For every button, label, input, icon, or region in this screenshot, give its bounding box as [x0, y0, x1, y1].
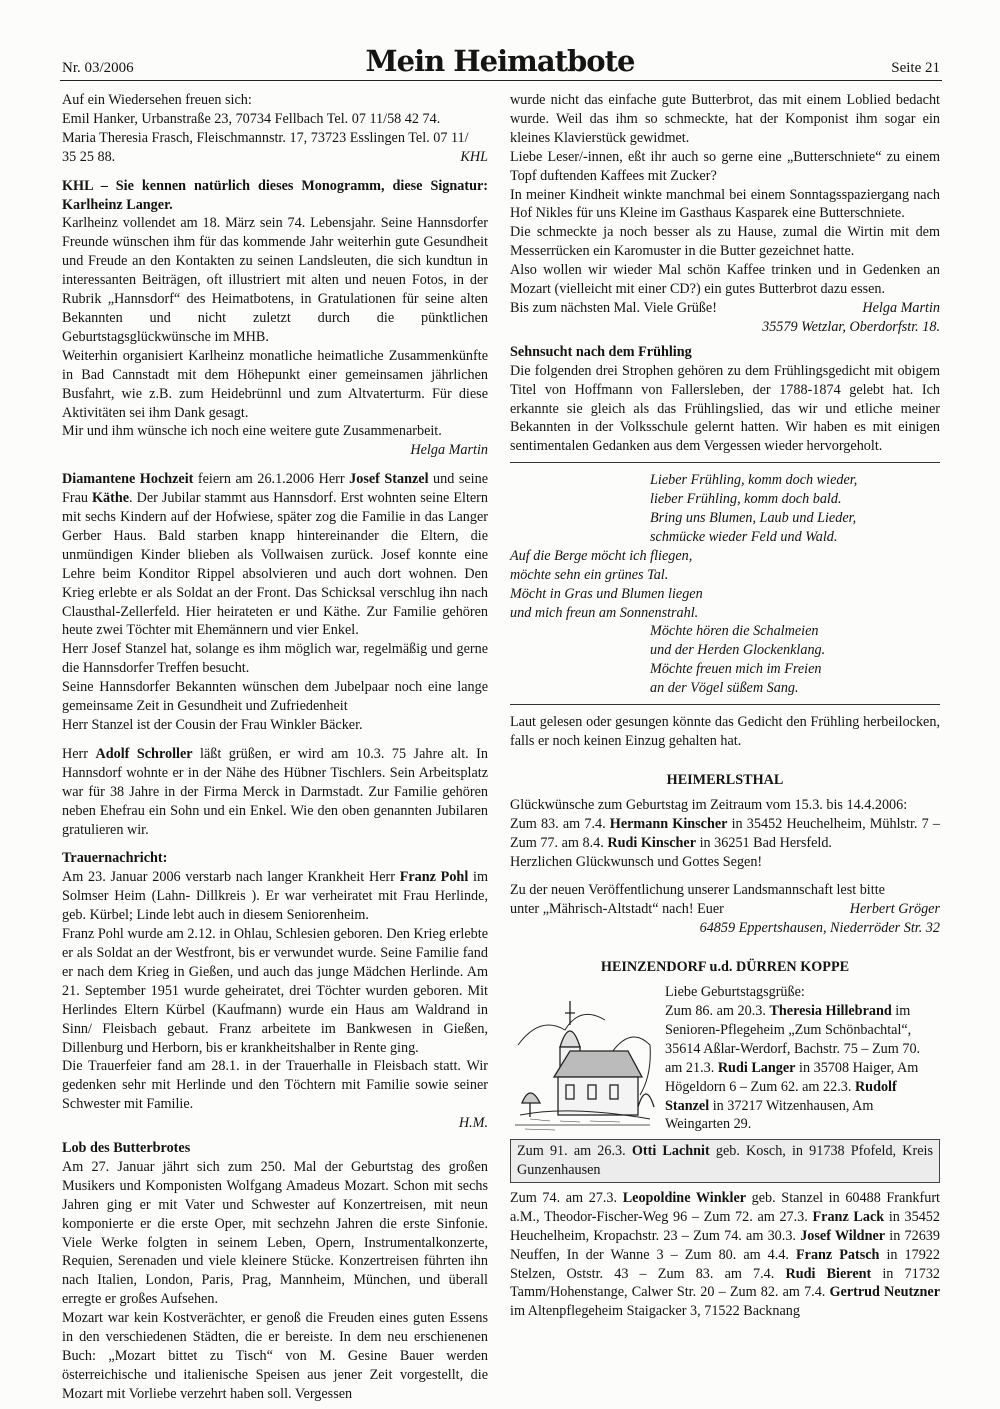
name-leopoldine-winkler: Leopoldine Winkler: [622, 1189, 747, 1206]
diamond-wedding-paragraph: Diamantene Hochzeit feiern am 26.1.2006 Herr Josef Stanzel und seine Frau Käthe. Der Jubilar stammt aus Hannsdorf. Erst wohnten seine Eltern mit sechs Kindern auf der Hofwiese, später zog die Familie in das Langer Gerber Haus. Bald starben knapp hintereinander die Eltern, die unmündigen Kinder blieben als Vollwaisen zurück. Josef konnte eine Lehre beim Konditor Rippel absolvieren und auch dort wohnen. Den Krieg erlebte er als Soldat an der Front. Das Schicksal verschlug ihn nach Clausthal-Zellerfeld. Hier heirateten er und Käthe. Zur Familie gehören heute zwei Töchter mit Ehemännern und vier Enkel.: [62, 471, 488, 639]
spring-outro: Laut gelesen oder gesungen könnte das Gedicht den Frühling herbeilocken, falls er noch keinen Einzug gehalten hat.: [510, 714, 940, 749]
name-franz-lack: Franz Lack: [812, 1208, 885, 1225]
name-josef-stanzel: Josef Stanzel: [349, 471, 429, 488]
heinzendorf-heading: HEINZENDORF u.d. DÜRREN KOPPE: [600, 959, 850, 976]
heimerlsthal-heading: HEIMERLSTHAL: [666, 771, 784, 788]
butter-greeting: Bis zum nächsten Mal. Viele Grüße!: [510, 299, 717, 316]
diamond-wedding-label: Diamantene Hochzeit: [62, 471, 194, 488]
poem-stanza-3: [510, 622, 940, 698]
butter-author: Helga Martin: [862, 299, 940, 316]
name-theresia-hillebrand: Theresia Hillebrand: [769, 1002, 892, 1019]
butter-closing: [510, 299, 940, 318]
poem-line: Lieber Frühling, komm doch wieder,: [650, 472, 858, 489]
farewell-contact-3: 35 25 88.: [62, 148, 116, 165]
left-column: [62, 91, 488, 1404]
khl-heading: KHL – Sie kennen natürlich dieses Monogramm, diese Signatur: Karlheinz Langer.: [62, 177, 488, 213]
highlight-birthday: Zum 91. am 26.3. Otti Lachnit geb. Kosch, in 91738 Pfofeld, Kreis Gunzenhausen: [517, 1143, 933, 1178]
poem-stanza-1: [510, 471, 940, 547]
masthead-title: Mein Heimatbote: [365, 44, 635, 78]
obituary-paragraph-2: Franz Pohl wurde am 2.12. in Ohlau, Schlesien geboren. Den Krieg erlebte er als Soldat an der Westfront, bis er verwundet wurde. Seine Familie fand er nach dem Krieg in Gießen, und auch das junge Mädchen Herlinde. Am 21. September 1951 wurde geheiratet, drei Töchter wurden geboren. Mit Herlindes Eltern Kürbel (Kaufmann) wurde ein Haus am Waldrand in Sinn/ Fleisbach gebaut. Franz arbeitete im Bankwesen in Gießen, Dillenburg und Herborn, bis er krankheitshalber in Rente ging.: [62, 926, 488, 1056]
poem-line: an der Vögel süßem Sang.: [650, 680, 799, 697]
butter-continued-2: Liebe Leser/-innen, eßt ihr auch so gerne eine „Butterschniete“ zu einem Topf duftenden Kaffees mit Zucker?: [510, 148, 940, 184]
highlight-box: [510, 1139, 940, 1183]
poem-line: Bring uns Blumen, Laub und Lieder,: [650, 510, 857, 527]
poem-line: und der Herden Glockenklang.: [650, 642, 826, 659]
spring-intro: Die folgenden drei Strophen gehören zu dem Frühlingsgedicht mit obigem Titel von Hoffmann von Fallersleben, der 1788-1874 gelebt hat. Ich erkannte sie gleich als das Frühlingslied, das wir und etliche meiner Bekannten in der Volksschule gelernt hatten. Wir haben es mit einigen sentimentalen Gedanken aus dem Vergessen wieder hervorgeholt.: [510, 362, 940, 455]
name-otti-lachnit: Otti Lachnit: [631, 1143, 710, 1160]
obituary-paragraph-1: Am 23. Januar 2006 verstarb nach langer Krankheit Herr Franz Pohl im Solmser Heim (Lahn- Dillkreis ). Er war verheiratet mit Frau Herlinde, geb. Kürbel; Linde lebt auch in diesem Seniorenheim.: [62, 869, 488, 924]
right-column: [510, 91, 940, 1321]
diamond-wedding-paragraph-2: Herr Josef Stanzel hat, solange es ihm möglich war, regelmäßig und gerne die Hannsdorfer Treffen besucht.: [62, 641, 488, 677]
farewell-intro: Auf ein Wiedersehen freuen sich:: [62, 92, 252, 108]
name-hermann-kinscher: Hermann Kinscher: [609, 815, 728, 832]
name-adolf-schroller: Adolf Schroller: [95, 745, 193, 762]
poem-line: Auf die Berge möcht ich fliegen,: [510, 547, 693, 564]
poem-stanza-2: [510, 547, 940, 623]
khl-paragraph-2: Weiterhin organisiert Karlheinz monatliche heimatliche Zusammenkünfte in Bad Cannstadt mit dem Höhepunkt einer gemeinsamen jährlichen Busfahrt, wie z.B. zum Heidebrünnl und zum Altvaterturm. Für diese Aktivitäten sei ihm Dank gesagt.: [62, 347, 488, 421]
heimerlsthal-note-end: unter „Mährisch-Altstadt“ nach! Euer: [510, 901, 724, 918]
spring-poem: [510, 471, 940, 698]
butter-paragraph-1: Am 27. Januar jährt sich zum 250. Mal der Geburtstag des großen Musikers und Komponisten Wolfgang Amadeus Mozart. Schon mit sechs Jahren ging er mit Vater und Schwester auf Konzertreisen, mit neun komponierte er die erste Oper, mit sechzehn Jahren die erste Sinfonie. Viele Werke folgten in seinem Leben, Opern, Instrumentalkonzerte, Requien, Serenaden und viele kleinere Stücke. Konzertreisen führten ihn nach Italien, London, Paris, Prag, Mannheim, München, und überall erregte er großes Aufsehen.: [62, 1158, 488, 1308]
heinzendorf-birthdays: Zum 86. am 20.3. Theresia Hillebrand im Senioren-Pflegeheim „Zum Schönbachtal“, 35614 Aßlar-Werdorf, Bachstr. 75 – Zum 70. am 21.3. Rudi Langer in 35708 Haiger, Am Högeldorn 6 – Zum 62. am 22.3. Rudolf Stanzel in 37217 Witzenhausen, Am Weingarten 29.: [665, 1002, 921, 1133]
farewell-contact-1: Emil Hanker, Urbanstraße 23, 70734 Fellbach Tel. 07 11/58 42 74.: [62, 110, 441, 127]
poem-line: möchte sehn ein grünes Tal.: [510, 566, 669, 583]
heimerlsthal-wishes: Herzlichen Glückwunsch und Gottes Segen!: [510, 853, 763, 870]
farewell-contact-end: [62, 148, 488, 167]
name-franz-patsch: Franz Patsch: [795, 1246, 880, 1263]
name-josef-wildner: Josef Wildner: [800, 1227, 886, 1244]
butter-continued-4: Die schmeckte ja noch besser als zu Hause, zumal die Wirtin mit dem Messerrücken ein Karomuster in die Butter gezeichnet hatte.: [510, 224, 940, 260]
heimerlsthal-birthdays: Zum 83. am 7.4. Hermann Kinscher in 35452 Heuchelheim, Mühlstr. 7 – Zum 77. am 8.4. Rudi Kinscher in 36251 Bad Hersfeld.: [510, 815, 940, 851]
poem-line: und mich freun am Sonnenstrahl.: [510, 604, 699, 621]
poem-line: lieber Frühling, komm doch bald.: [650, 491, 842, 508]
page-number: Seite 21: [891, 60, 940, 76]
poem-line: schmücke wieder Feld und Wald.: [650, 528, 838, 545]
butter-continued-3: In meiner Kindheit winkte manchmal bei einem Sonntagsspaziergang nach Hof Nikles für uns Kleine im Gasthaus Kasparek eine Butterschniete.: [510, 186, 940, 222]
diamond-wedding-paragraph-3: Seine Hannsdorfer Bekannten wünschen dem Jubelpaar noch eine lange gemeinsame Zeit in Gesundheit und Zufriedenheit: [62, 679, 488, 715]
poem-bottom-rule: [510, 704, 940, 705]
obituary-heading: Trauernachricht:: [62, 850, 168, 867]
butter-author-address: 35579 Wetzlar, Oberdorfstr. 18.: [762, 318, 940, 335]
khl-author: Helga Martin: [410, 442, 488, 459]
poem-line: Möchte freuen mich im Freien: [650, 661, 822, 678]
church-illustration: [510, 985, 655, 1135]
butter-continued-1: wurde nicht das einfache gute Butterbrot, das mit einem Loblied bedacht wurde. Weil das ihm so schmeckte, hat der Komponist ihm sogar ein kleines Klavierstück gewidmet.: [510, 92, 940, 146]
farewell-contact-2: Maria Theresia Frasch, Fleischmannstr. 17, 73723 Esslingen Tel. 07 11/: [62, 129, 469, 146]
heinzendorf-more-birthdays: Zum 74. am 27.3. Leopoldine Winkler geb. Stanzel in 60488 Frankfurt a.M., Theodor-Fischer-Weg 96 – Zum 72. am 27.3. Franz Lack in 35452 Heuchelheim, Kropachstr. 23 – Zum 74. am 30.3. Josef Wildner in 72639 Neuffen, In der Wanne 3 – Zum 80. am 4.4. Franz Patsch in 17922 Stelzen, Oststr. 43 – Zum 83. am 7.4. Rudi Bierent in 71732 Tamm/Hohenstange, Calwer Str. 20 – Zum 82. am 7.4. Gertrud Neutzner im Altenpflegeheim Staigacker 3, 71522 Backnang: [510, 1189, 941, 1320]
heimerlsthal-note: Zu der neuen Veröffentlichung unserer Landsmannschaft lest bitte: [510, 882, 885, 899]
heinzendorf-section: [510, 983, 940, 1135]
poem-top-rule: [510, 462, 940, 463]
khl-paragraph-1: Karlheinz vollendet am 18. März sein 74. Lebensjahr. Seine Hannsdorfer Freunde wünschen ihm für das kommende Jahr weiterhin gute Gesundheit und Freude an den Kontakten zu seinen Landsleuten, die sich kundtun in interessanten Beiträgen, oft illustriert mit alten und neuen Fotos, in der Rubrik „Hannsdorf“ des Heimatbotens, in Gratulationen für seine alten Bekannten und nicht zuletzt durch die pünktlichen Geburtstagsglückwünsche im MHB.: [62, 215, 488, 345]
heinzendorf-text: [665, 983, 940, 1135]
obituary-paragraph-3: Die Trauerfeier fand am 28.1. in der Trauerhalle in Fleisbach statt. Wir gedenken sehr mit Herlinde und den Töchtern mit Familie sowie seiner Schwester mit Familie.: [62, 1058, 488, 1113]
name-gertrud-neutzner: Gertrud Neutzner: [829, 1284, 940, 1301]
name-rudi-langer: Rudi Langer: [717, 1059, 796, 1076]
name-rudi-kinscher: Rudi Kinscher: [607, 834, 697, 851]
diamond-wedding-paragraph-4: Herr Stanzel ist der Cousin der Frau Winkler Bäcker.: [62, 717, 363, 733]
name-franz-pohl: Franz Pohl: [399, 869, 469, 886]
header-rule: [60, 80, 942, 81]
poem-line: Möchte hören die Schalmeien: [650, 623, 819, 640]
spring-heading: Sehnsucht nach dem Frühling: [510, 343, 692, 360]
butter-paragraph-2: Mozart war kein Kostverächter, er genoß die Freuden eines guten Essens in den verschiedenen Städten, die er bereiste. In dem neu erschienenen Buch: „Mozart bittet zu Tisch“ von M. Gesine Bauer werden österreichische und italienische Speisen aus jener Zeit vorgestellt, die Mozart mit Vorliebe verzehrt haben soll. Vergessen: [62, 1310, 488, 1402]
khl-paragraph-3: Mir und ihm wünsche ich noch eine weitere gute Zusammenarbeit.: [62, 423, 442, 440]
adolf-schroller-paragraph: Herr Adolf Schroller läßt grüßen, er wird am 10.3. 75 Jahre alt. In Hannsdorf wohnte er in der Nähe des Hübner Tischlers. Sein Arbeitsplatz war für 38 Jahre in der Firma Merck in Darmstadt. Zur Familie gehören neben Ehefrau ein Sohn und ein Enkel. Wie den oben genannten Jubilaren gratulieren wir.: [62, 745, 488, 838]
butter-heading: Lob des Butterbrotes: [62, 1140, 191, 1157]
name-rudolf-stanzel: Rudolf Stanzel: [665, 1078, 897, 1114]
name-rudi-bierent: Rudi Bierent: [785, 1265, 872, 1282]
khl-signature: KHL: [460, 148, 488, 165]
butter-continued-5: Also wollen wir wieder Mal schön Kaffee trinken und in Gedenken an Mozart (vielleicht mit einer CD?) ein gutes Butterbrot dazu essen.: [510, 262, 940, 298]
heimerlsthal-closing: [510, 900, 940, 919]
name-kaethe: Käthe: [92, 490, 130, 507]
heimerlsthal-author: Herbert Gröger: [849, 901, 940, 918]
obituary-signature: H.M.: [458, 1115, 488, 1132]
poem-line: Möcht in Gras und Blumen liegen: [510, 585, 703, 602]
heimerlsthal-intro: Glückwünsche zum Geburtstag im Zeitraum vom 15.3. bis 14.4.2006:: [510, 796, 908, 813]
issue-number: Nr. 03/2006: [62, 60, 134, 76]
heimerlsthal-author-address: 64859 Eppertshausen, Niederröder Str. 32: [699, 920, 940, 937]
heinzendorf-greeting: Liebe Geburtstagsgrüße:: [665, 984, 805, 1001]
